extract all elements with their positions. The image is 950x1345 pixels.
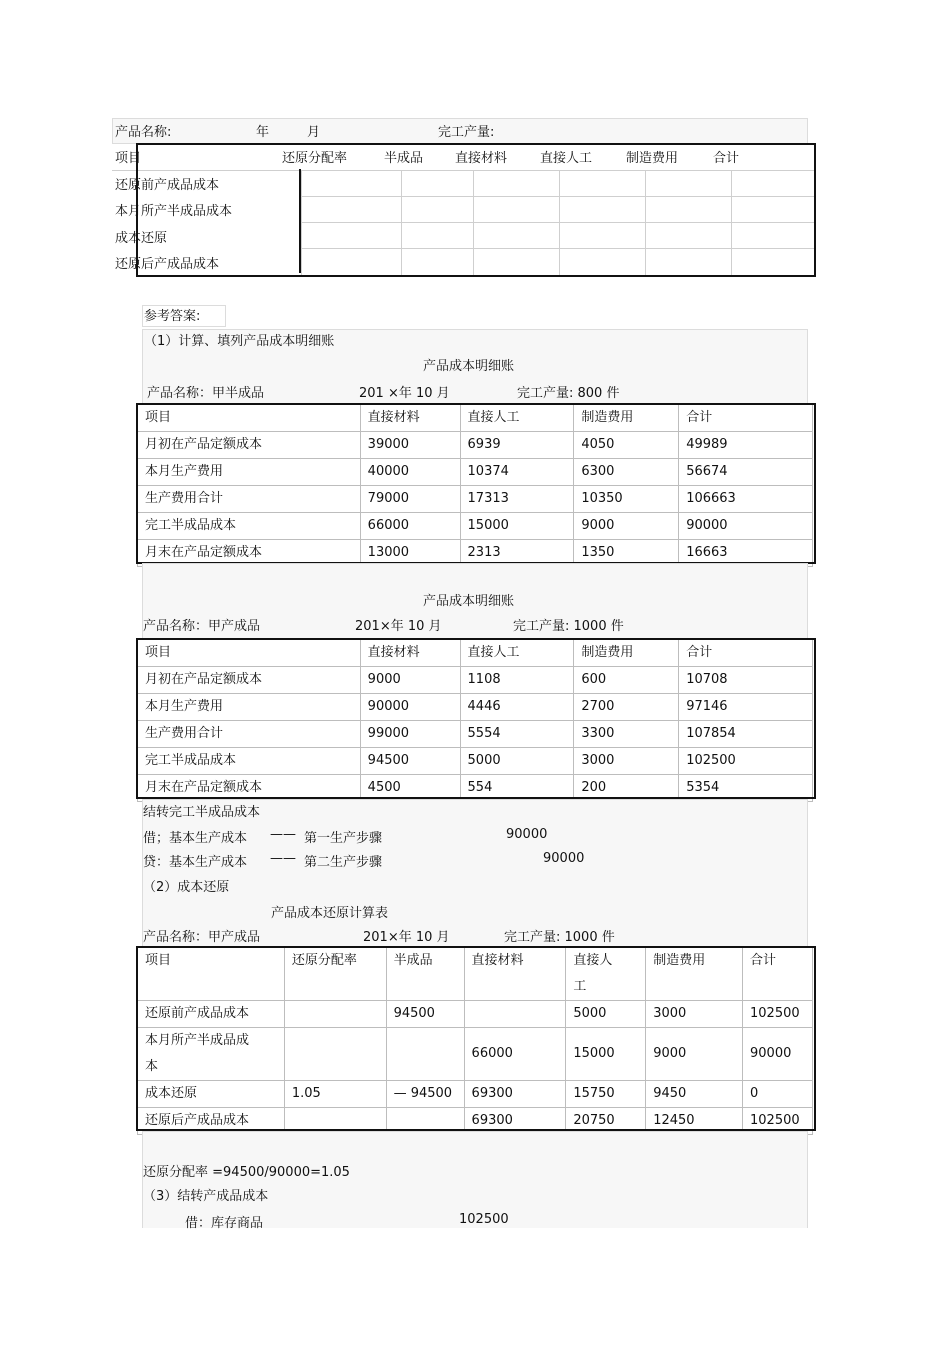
- table-cell: 107854: [679, 721, 813, 748]
- table-cell: [284, 1028, 386, 1081]
- top-form-output-label: 完工产量:: [438, 125, 495, 140]
- table-cell: [138, 1028, 285, 1081]
- table-cell: 1350: [574, 540, 679, 567]
- restore-period: 201×年 10 月: [363, 930, 450, 945]
- ledger2-title: 产品成本明细账: [423, 594, 515, 609]
- table-cell: — 94500: [386, 1081, 464, 1108]
- table-cell: 5354: [679, 775, 813, 802]
- table-row: [138, 748, 813, 775]
- top-form-row-label: 还原后产成品成本: [115, 257, 220, 272]
- journal1-debit-account: 借；基本生产成本: [143, 831, 248, 846]
- table-cell: 9000: [360, 667, 460, 694]
- section3-title: （3）结转产成品成本: [143, 1189, 269, 1204]
- ledger2-product: 产品名称：甲产成品: [143, 619, 261, 634]
- table-cell: 4446: [460, 694, 574, 721]
- table-cell: 9000: [574, 513, 679, 540]
- table-cell: 4500: [360, 775, 460, 802]
- ledger1-product: 产品名称：甲半成品: [147, 386, 265, 401]
- table-cell: 成本还原: [138, 1081, 285, 1108]
- ledger1-period: 201 ×年 10 月: [359, 386, 450, 401]
- table-row: [138, 432, 813, 459]
- table-cell: 10374: [460, 459, 574, 486]
- table-row: [138, 667, 813, 694]
- table-row: [138, 486, 813, 513]
- table-cell: 完工半成品成本: [138, 513, 361, 540]
- top-form-row-label: 本月所产半成品成本: [115, 204, 233, 219]
- table-cell: 5554: [460, 721, 574, 748]
- restore-header: 直接材料: [464, 948, 566, 1001]
- top-form-row-label: 还原前产成品成本: [115, 178, 220, 193]
- table-cell: 66000: [360, 513, 460, 540]
- table-cell: 102500: [743, 1108, 813, 1135]
- restore-header: 制造费用: [646, 948, 743, 1001]
- restore-header: 合计: [743, 948, 813, 1001]
- restore-header: 项目: [138, 948, 285, 1001]
- table-row: [138, 1028, 813, 1081]
- ledger2-period: 201×年 10 月: [355, 619, 442, 634]
- top-form-header-ratio: 还原分配率: [282, 151, 348, 166]
- restore-row2-label-line1: 本月所产半成品成: [145, 1033, 250, 1048]
- journal1-debit-sub: 第一生产步骤: [304, 831, 383, 846]
- table-cell: 月末在产品定额成本: [138, 775, 361, 802]
- restore-formula: 还原分配率 =94500/90000=1.05: [143, 1165, 350, 1180]
- journal1-title: 结转完工半成品成本: [143, 805, 261, 820]
- table-cell: 69300: [464, 1081, 566, 1108]
- table-cell: 还原前产成品成本: [138, 1001, 285, 1028]
- restore-header-row: [138, 948, 813, 1001]
- ledger1-header: 合计: [679, 405, 813, 432]
- table-cell: 49989: [679, 432, 813, 459]
- table-cell: 90000: [360, 694, 460, 721]
- table-cell: 3300: [574, 721, 679, 748]
- top-form-header-labor: 直接人工: [540, 151, 593, 166]
- restore-header: 还原分配率: [284, 948, 386, 1001]
- final-entry-amount: 102500: [459, 1212, 509, 1227]
- restore-product: 产品名称：甲产成品: [143, 930, 261, 945]
- ledger1-header: 直接材料: [360, 405, 460, 432]
- table-cell: [284, 1001, 386, 1028]
- table-row: [138, 1081, 813, 1108]
- restore-row2-label-line2: 本: [145, 1059, 159, 1074]
- table-cell: 6939: [460, 432, 574, 459]
- table-cell: 还原后产成品成本: [138, 1108, 285, 1135]
- journal1-debit-dash: ——: [270, 827, 296, 842]
- table-cell: 9000: [646, 1028, 743, 1081]
- answer-label: 参考答案:: [144, 309, 201, 324]
- ledger2-output: 完工产量: 1000 件: [513, 619, 624, 634]
- ledger2-header: 制造费用: [574, 640, 679, 667]
- restore-output: 完工产量: 1000 件: [504, 930, 615, 945]
- top-form-header-material: 直接材料: [455, 151, 508, 166]
- table-cell: 10350: [574, 486, 679, 513]
- table-cell: 20750: [566, 1108, 646, 1135]
- ledger1-header-row: [138, 405, 813, 432]
- top-form-month-label: 月: [307, 125, 321, 140]
- ledger2-header: 直接人工: [460, 640, 574, 667]
- table-cell: 月末在产品定额成本: [138, 540, 361, 567]
- top-form-year-label: 年: [256, 125, 270, 140]
- journal1-credit-account: 贷：基本生产成本: [143, 855, 248, 870]
- table-cell: 16663: [679, 540, 813, 567]
- table-cell: 生产费用合计: [138, 721, 361, 748]
- ledger2-header: 项目: [138, 640, 361, 667]
- ledger1-table: [137, 404, 813, 567]
- restore-table: [137, 947, 813, 1135]
- table-cell: 12450: [646, 1108, 743, 1135]
- top-form-row-label: 成本还原: [115, 231, 168, 246]
- table-cell: 97146: [679, 694, 813, 721]
- table-cell: 56674: [679, 459, 813, 486]
- section1-title: （1）计算、填列产品成本明细账: [144, 334, 335, 349]
- table-cell: 0: [743, 1081, 813, 1108]
- table-cell: 69300: [464, 1108, 566, 1135]
- table-cell: 本月生产费用: [138, 459, 361, 486]
- table-cell: 94500: [386, 1001, 464, 1028]
- top-form-header-item: 项目: [115, 151, 142, 166]
- journal1-debit-amount: 90000: [506, 827, 548, 842]
- table-cell: [386, 1028, 464, 1081]
- ledger2-header: 合计: [679, 640, 813, 667]
- ledger1-header: 直接人工: [460, 405, 574, 432]
- table-cell: 106663: [679, 486, 813, 513]
- table-cell: 15750: [566, 1081, 646, 1108]
- answer-panel-3: [142, 799, 808, 947]
- ledger1-header: 制造费用: [574, 405, 679, 432]
- table-row: [138, 775, 813, 802]
- table-cell: 66000: [464, 1028, 566, 1081]
- table-cell: 94500: [360, 748, 460, 775]
- top-form-header-total: 合计: [713, 151, 740, 166]
- table-cell: 月初在产品定额成本: [138, 432, 361, 459]
- table-cell: [464, 1001, 566, 1028]
- journal1-credit-dash: ——: [270, 851, 296, 866]
- table-cell: 39000: [360, 432, 460, 459]
- table-cell: 90000: [679, 513, 813, 540]
- restore-header-labor: [566, 948, 646, 1001]
- table-cell: 4050: [574, 432, 679, 459]
- table-cell: 6300: [574, 459, 679, 486]
- table-cell: 600: [574, 667, 679, 694]
- ledger2-table: [137, 639, 813, 802]
- table-cell: 40000: [360, 459, 460, 486]
- table-cell: 1108: [460, 667, 574, 694]
- table-cell: 17313: [460, 486, 574, 513]
- table-row: [138, 721, 813, 748]
- table-cell: 完工半成品成本: [138, 748, 361, 775]
- table-cell: 102500: [743, 1001, 813, 1028]
- table-cell: 3000: [574, 748, 679, 775]
- table-cell: 13000: [360, 540, 460, 567]
- table-row: [138, 1001, 813, 1028]
- table-cell: 生产费用合计: [138, 486, 361, 513]
- section2-title: （2）成本还原: [143, 880, 230, 895]
- table-cell: 月初在产品定额成本: [138, 667, 361, 694]
- table-cell: 200: [574, 775, 679, 802]
- journal1-credit-amount: 90000: [543, 851, 585, 866]
- table-cell: 79000: [360, 486, 460, 513]
- table-cell: 15000: [566, 1028, 646, 1081]
- ledger1-header: 项目: [138, 405, 361, 432]
- ledger2-header: 直接材料: [360, 640, 460, 667]
- table-cell: 5000: [566, 1001, 646, 1028]
- table-cell: 本月生产费用: [138, 694, 361, 721]
- final-entry-label: 借：库存商品: [185, 1216, 264, 1231]
- table-cell: 9450: [646, 1081, 743, 1108]
- table-cell: 10708: [679, 667, 813, 694]
- restore-header-labor-line1: 直接人: [573, 953, 613, 968]
- restore-header: 半成品: [386, 948, 464, 1001]
- ledger1-output: 完工产量: 800 件: [517, 386, 620, 401]
- restore-title: 产品成本还原计算表: [271, 906, 389, 921]
- restore-header-labor-line2: 工: [573, 979, 587, 994]
- top-form-product-label: 产品名称:: [115, 125, 172, 140]
- table-cell: 15000: [460, 513, 574, 540]
- journal1-credit-sub: 第二生产步骤: [304, 855, 383, 870]
- table-cell: 2313: [460, 540, 574, 567]
- table-cell: 5000: [460, 748, 574, 775]
- table-row: [138, 513, 813, 540]
- table-cell: 102500: [679, 748, 813, 775]
- table-row: [138, 459, 813, 486]
- top-form-header-overhead: 制造费用: [626, 151, 679, 166]
- ledger2-header-row: [138, 640, 813, 667]
- ledger1-title: 产品成本明细账: [423, 359, 515, 374]
- top-form-header-semi: 半成品: [384, 151, 424, 166]
- table-cell: 90000: [743, 1028, 813, 1081]
- table-row: [138, 694, 813, 721]
- table-cell: 1.05: [284, 1081, 386, 1108]
- table-cell: 554: [460, 775, 574, 802]
- table-cell: 3000: [646, 1001, 743, 1028]
- table-cell: 99000: [360, 721, 460, 748]
- table-cell: 2700: [574, 694, 679, 721]
